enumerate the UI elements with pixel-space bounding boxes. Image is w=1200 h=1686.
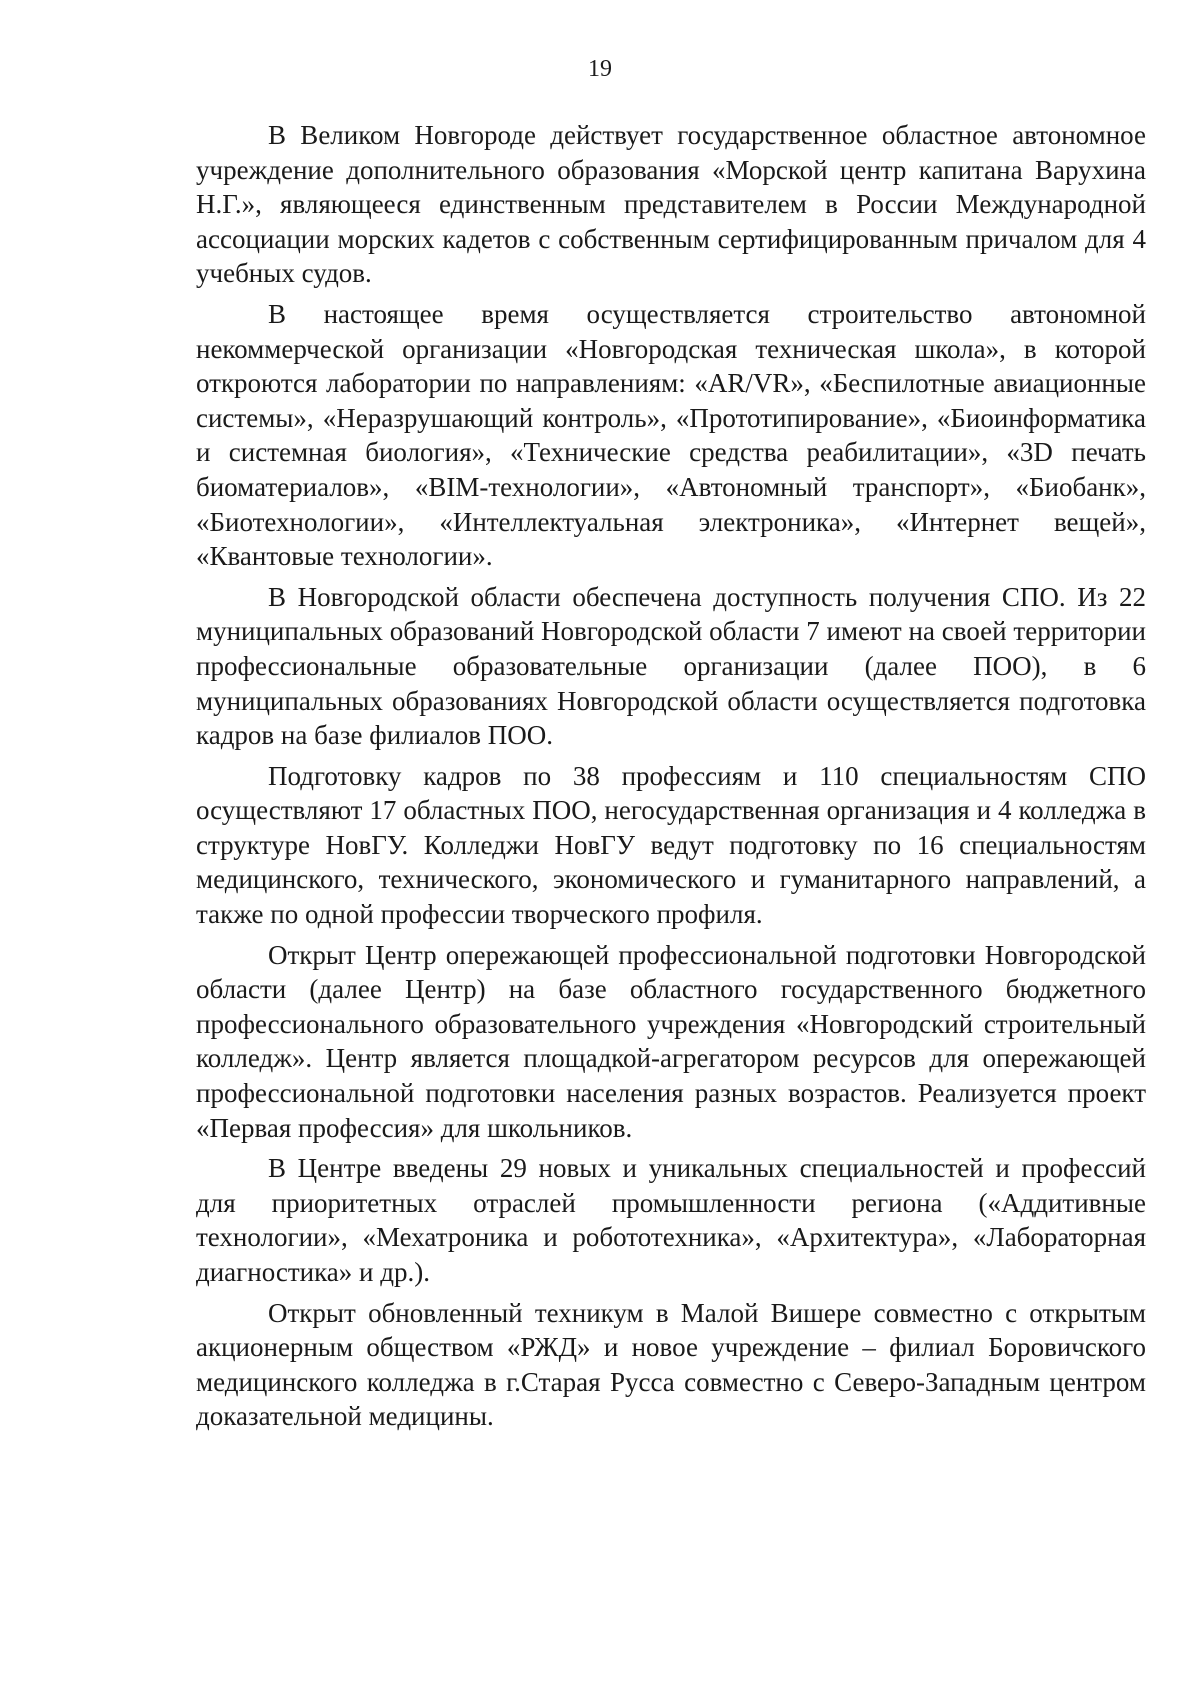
- page-number: 19: [588, 56, 612, 82]
- paragraph-training-specialties: Подготовку кадров по 38 профессиям и 110 специальностям СПО осуществляют 17 областных ПОО, негосударственная организация и 4 колледжа в структуре НовГУ. Колледжи НовГУ ведут подготовку по 16 специальностям медицинского, технического, экономического и гуманитарного направлений, а также по одной профессии творческого профиля.: [196, 760, 1146, 930]
- paragraph-new-specialties: В Центре введены 29 новых и уникальных специальностей и профессий для приоритетных отраслей промышленности региона («Аддитивные технологии», «Мехатроника и робототехника», «Архитектура», «Лабораторная диагностика» и др.).: [196, 1153, 1146, 1287]
- paragraph-new-college: Открыт обновленный техникум в Малой Вишере совместно с открытым акционерным обществом «РЖД» и новое учреждение – филиал Боровичского медицинского колледжа в г.Старая Русса совместно с Северо-Западным центром доказательной медицины.: [196, 1297, 1146, 1432]
- paragraph-technical-school: В настоящее время осуществляется строительство автономной некоммерческой организации «Новгородская техническая школа», в которой откроются лаборатории по направлениям: «AR/VR», «Беспилотные авиационные системы», «Неразрушающий контроль», «Прототипирование», «Биоинформатика и системная биология», «Технические средства реабилитации», «3D печать биоматериалов», «BIM-технологии», «Автономный транспорт», «Биобанк», «Биотехнологии», «Интеллектуальная электроника», «Интернет вещей», «Квантовые технологии».: [196, 298, 1146, 572]
- paragraph-advanced-training-center: Открыт Центр опережающей профессиональной подготовки Новгородской области (далее Центр) на базе областного государственного бюджетного профессионального образовательного учреждения «Новгородский строительный колледж». Центр является площадкой-агрегатором ресурсов для опережающей профессиональной подготовки населения разных возрастов. Реализуется проект «Первая профессия» для школьников.: [196, 939, 1146, 1143]
- document-body: [196, 118, 1146, 1440]
- paragraph-spo-availability: В Новгородской области обеспечена доступность получения СПО. Из 22 муниципальных образований Новгородской области 7 имеют на своей территории профессиональные образовательные организации (далее ПОО), в 6 муниципальных образованиях Новгородской области осуществляется подготовка кадров на базе филиалов ПОО.: [196, 581, 1146, 751]
- paragraph-maritime-center: В Великом Новгороде действует государственное областное автономное учреждение дополнительного образования «Морской центр капитана Варухина Н.Г.», являющееся единственным представителем в России Международной ассоциации морских кадетов с собственным сертифицированным причалом для 4 учебных судов.: [196, 120, 1146, 289]
